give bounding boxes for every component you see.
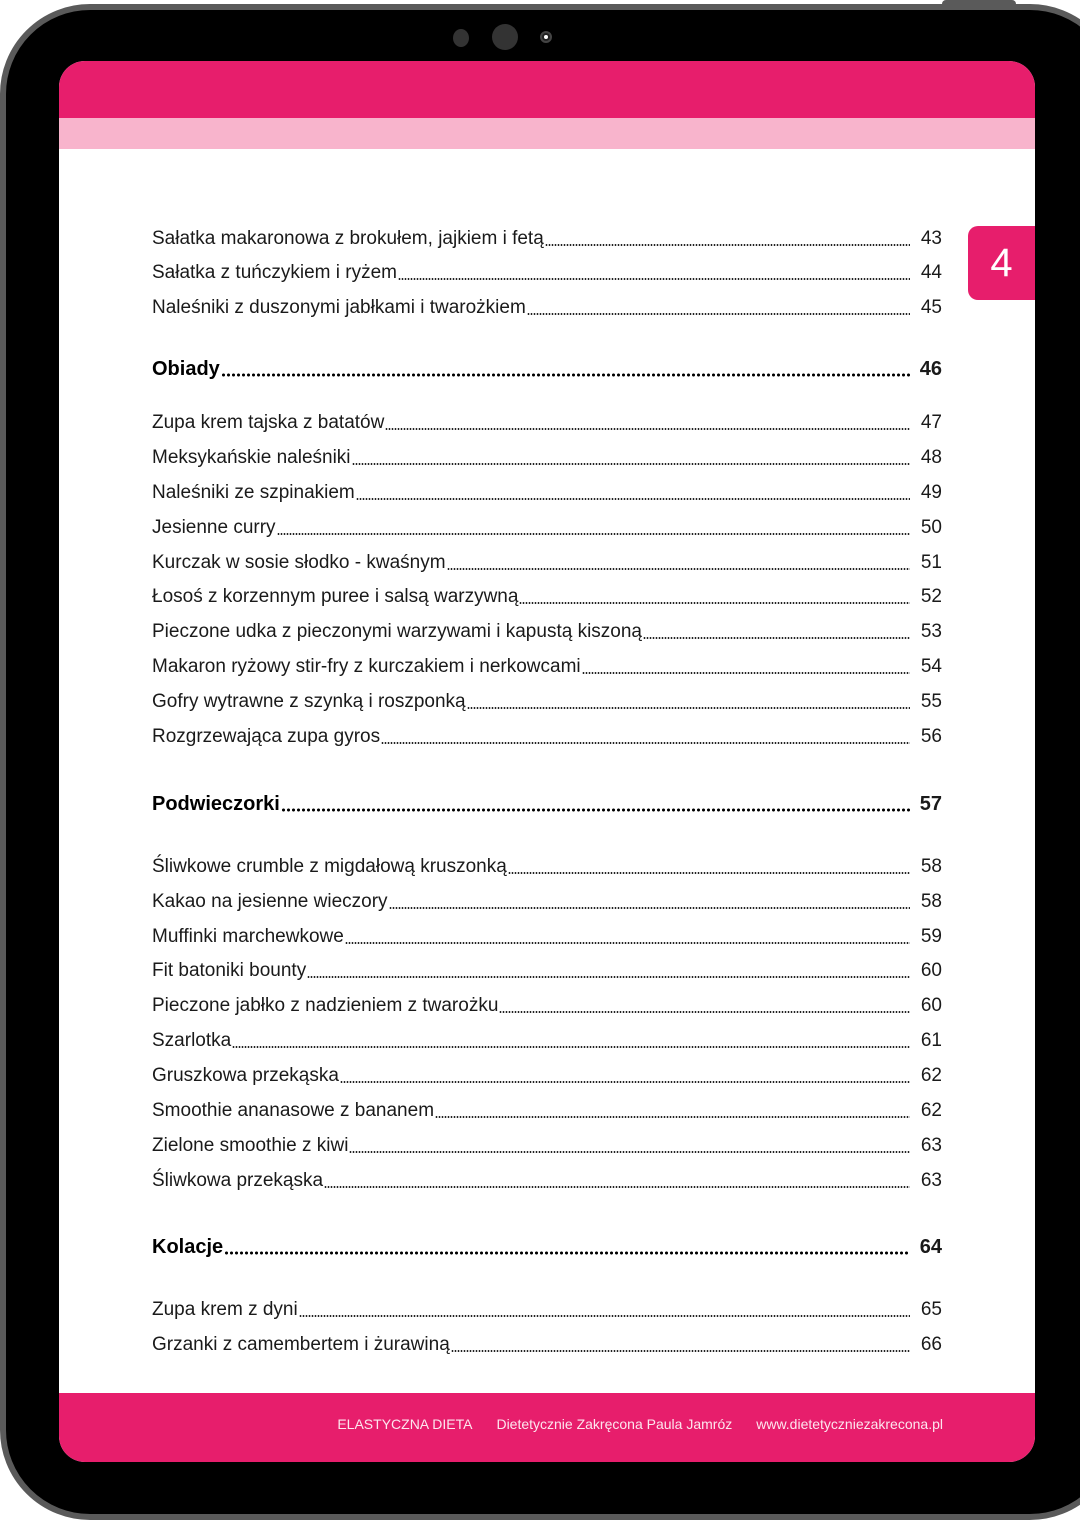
dot-leader	[224, 1251, 910, 1255]
dot-leader	[281, 808, 910, 812]
toc-entry[interactable]	[152, 226, 942, 252]
dot-leader	[643, 637, 910, 639]
toc-entry[interactable]	[152, 993, 942, 1019]
toc-entry[interactable]	[152, 1098, 942, 1124]
toc-entry[interactable]	[152, 1133, 942, 1159]
toc-page-number: 45	[920, 297, 942, 318]
dot-leader	[299, 1315, 910, 1317]
toc-title: Pieczone jabłko z nadzieniem z twarożku	[152, 995, 499, 1016]
toc-entry[interactable]	[152, 1028, 942, 1054]
toc-title: Łosoś z korzennym puree i salsą warzywną	[152, 586, 519, 607]
toc-entry[interactable]	[152, 654, 942, 680]
toc-title: Jesienne curry	[152, 517, 276, 538]
toc-title: Smoothie ananasowe z bananem	[152, 1100, 435, 1121]
toc-title: Podwieczorki	[152, 793, 280, 815]
toc-entry[interactable]	[152, 445, 942, 471]
dot-leader	[582, 672, 910, 674]
toc-entry[interactable]	[152, 689, 942, 715]
toc-entry[interactable]	[152, 410, 942, 436]
power-button	[942, 0, 1016, 6]
toc-entry[interactable]	[152, 958, 942, 984]
toc-page-number: 49	[920, 482, 942, 503]
dot-leader	[277, 533, 910, 535]
toc-title: Fit batoniki bounty	[152, 960, 307, 981]
toc-title: Naleśniki ze szpinakiem	[152, 482, 355, 503]
header-stripe	[59, 118, 1035, 149]
toc-title: Kakao na jesienne wieczory	[152, 891, 388, 912]
camera-icon	[492, 24, 518, 50]
toc-page-number: 52	[920, 586, 942, 607]
toc-title: Kolacje	[152, 1236, 224, 1258]
toc-page-number: 62	[920, 1065, 942, 1086]
toc-section-heading[interactable]	[152, 791, 942, 817]
toc-entry[interactable]	[152, 1168, 942, 1194]
toc-title: Zielone smoothie z kiwi	[152, 1135, 349, 1156]
toc-page-number: 58	[920, 891, 942, 912]
dot-leader	[398, 278, 910, 280]
toc-entry[interactable]	[152, 619, 942, 645]
toc-title: Zupa krem tajska z batatów	[152, 412, 385, 433]
toc-title: Śliwkowe crumble z migdałową kruszonką	[152, 856, 507, 877]
toc-entry[interactable]	[152, 584, 942, 610]
toc-page-number: 43	[920, 228, 942, 249]
dot-leader	[467, 707, 910, 709]
toc-page-number: 61	[920, 1030, 942, 1051]
toc-page-number: 44	[920, 262, 942, 283]
dot-leader	[324, 1186, 910, 1188]
toc-page-number: 54	[920, 656, 942, 677]
toc-page-number: 63	[920, 1170, 942, 1191]
toc-title: Sałatka z tuńczykiem i ryżem	[152, 262, 397, 283]
dot-leader	[232, 1046, 910, 1048]
dot-leader	[381, 742, 910, 744]
dot-leader	[527, 313, 910, 315]
toc-page-number: 62	[920, 1100, 942, 1121]
toc-title: Naleśniki z duszonymi jabłkami i twarożkiem	[152, 297, 526, 318]
toc-page-number: 60	[920, 960, 942, 981]
toc-page-number: 59	[920, 926, 942, 947]
toc-title: Pieczone udka z pieczonymi warzywami i kapustą kiszoną	[152, 621, 642, 642]
footer-website-link[interactable]: www.dietetyczniezakrecona.pl	[756, 1416, 943, 1432]
toc-page-number: 65	[920, 1299, 942, 1320]
toc-page-number: 46	[919, 358, 942, 380]
toc-page-number: 58	[920, 856, 942, 877]
toc-title: Gruszkowa przekąska	[152, 1065, 339, 1086]
dot-leader	[435, 1116, 910, 1118]
dot-leader	[447, 568, 910, 570]
toc-title: Meksykańskie naleśniki	[152, 447, 351, 468]
toc-page-number: 64	[919, 1236, 942, 1258]
header-band	[59, 61, 1035, 118]
toc-title: Zupa krem z dyni	[152, 1299, 298, 1320]
toc-entry[interactable]	[152, 924, 942, 950]
toc-entry[interactable]	[152, 854, 942, 880]
toc-page-number: 47	[920, 412, 942, 433]
document-page	[59, 61, 1035, 1462]
dot-leader	[451, 1350, 910, 1352]
toc-entry[interactable]	[152, 889, 942, 915]
dot-leader	[352, 463, 910, 465]
toc-title: Szarlotka	[152, 1030, 232, 1051]
dot-leader	[349, 1151, 910, 1153]
toc-title: Kurczak w sosie słodko - kwaśnym	[152, 552, 446, 573]
toc-page-number: 63	[920, 1135, 942, 1156]
toc-page-number: 60	[920, 995, 942, 1016]
toc-title: Muffinki marchewkowe	[152, 926, 344, 947]
page-number-tab: 4	[968, 226, 1035, 300]
dot-leader	[345, 942, 910, 944]
footer	[59, 1393, 1035, 1462]
toc-page-number: 57	[919, 793, 942, 815]
toc-section-heading[interactable]	[152, 1234, 942, 1260]
toc-title: Śliwkowa przekąska	[152, 1170, 324, 1191]
toc-entry[interactable]	[152, 724, 942, 750]
toc-entry[interactable]	[152, 295, 942, 321]
toc-page-number: 48	[920, 447, 942, 468]
dot-leader	[389, 907, 910, 909]
camera-lens-icon	[540, 31, 552, 43]
dot-leader	[385, 428, 910, 430]
toc-page-number: 56	[920, 726, 942, 747]
sensor-icon	[453, 29, 469, 47]
dot-leader	[519, 602, 910, 604]
toc-section-heading[interactable]	[152, 356, 942, 382]
toc-entry[interactable]	[152, 515, 942, 541]
toc-entry[interactable]	[152, 550, 942, 576]
toc-title: Obiady	[152, 358, 220, 380]
dot-leader	[221, 373, 910, 377]
dot-leader	[340, 1081, 910, 1083]
toc-page-number: 51	[920, 552, 942, 573]
toc-title: Gofry wytrawne z szynką i roszponką	[152, 691, 466, 712]
footer-author: Dietetycznie Zakręcona Paula Jamróz	[496, 1416, 733, 1432]
toc-title: Sałatka makaronowa z brokułem, jajkiem i fetą	[152, 228, 544, 249]
toc-page-number: 55	[920, 691, 942, 712]
toc-page-number: 53	[920, 621, 942, 642]
footer-brand: ELASTYCZNA DIETA	[337, 1416, 473, 1432]
toc-title: Grzanki z camembertem i żurawiną	[152, 1334, 450, 1355]
toc-entry[interactable]	[152, 480, 942, 506]
toc-page-number: 66	[920, 1334, 942, 1355]
dot-leader	[356, 498, 910, 500]
dot-leader	[545, 244, 910, 246]
toc-page-number: 50	[920, 517, 942, 538]
toc-title: Rozgrzewająca zupa gyros	[152, 726, 381, 747]
dot-leader	[307, 976, 910, 978]
toc-entry[interactable]	[152, 260, 942, 286]
toc-entry[interactable]	[152, 1332, 942, 1358]
toc-entry[interactable]	[152, 1063, 942, 1089]
toc-title: Makaron ryżowy stir-fry z kurczakiem i nerkowcami	[152, 656, 581, 677]
dot-leader	[499, 1011, 910, 1013]
dot-leader	[508, 872, 910, 874]
toc-entry[interactable]	[152, 1297, 942, 1323]
